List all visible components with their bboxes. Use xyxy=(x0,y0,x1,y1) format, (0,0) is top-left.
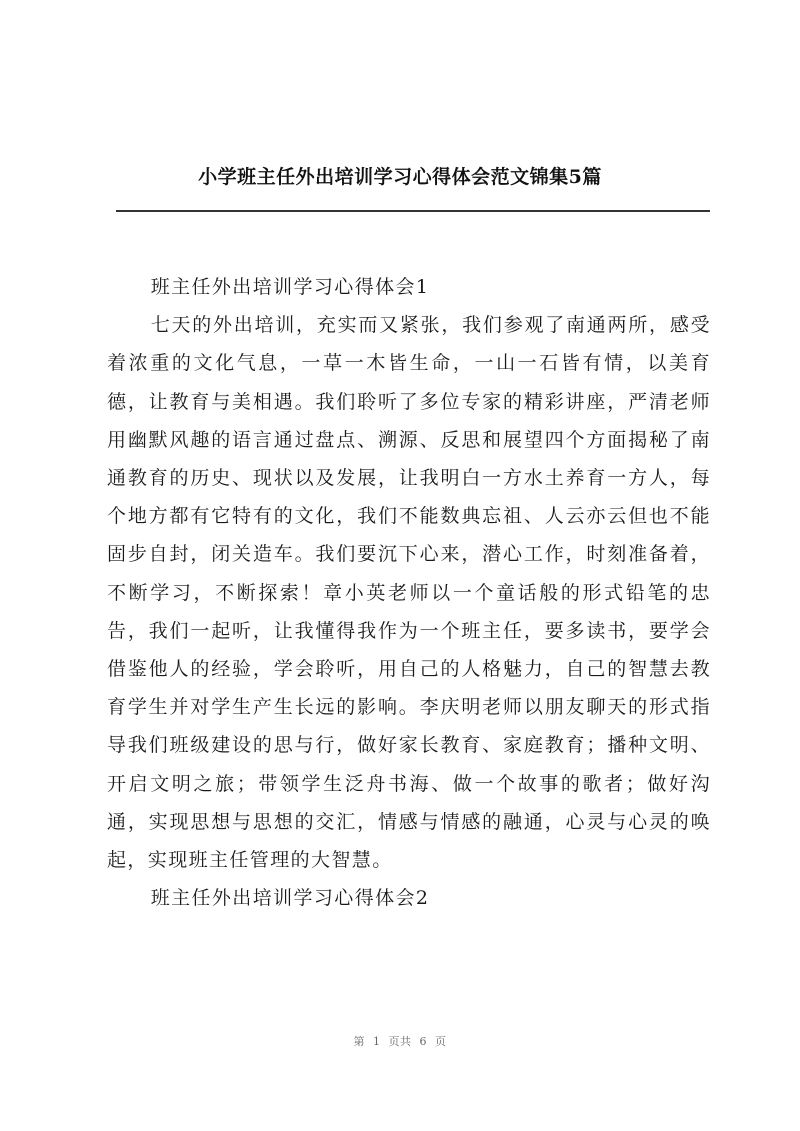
current-page-number: 1 xyxy=(373,1035,381,1048)
section-heading-1: 班主任外出培训学习心得体会1 xyxy=(150,276,430,298)
footer-suffix: 页 xyxy=(435,1035,447,1048)
footer-middle: 页共 xyxy=(388,1035,412,1048)
total-pages-number: 6 xyxy=(419,1035,427,1048)
document-body xyxy=(107,268,711,917)
page-footer xyxy=(0,1033,800,1049)
footer-prefix: 第 xyxy=(353,1035,365,1048)
document-title: 小学班主任外出培训学习心得体会范文锦集5篇 xyxy=(198,166,602,188)
body-paragraph-1: 七天的外出培训，充实而又紧张，我们参观了南通两所，感受着浓重的文化气息，一草一木皆生命，一山一石皆有情，以美育德，让教育与美相遇。我们聆听了多位专家的精彩讲座，严清老师用幽默风趣的语言通过盘点、溯源、反思和展望四个方面揭秘了南通教育的历史、现状以及发展，让我明白一方水土养育一方人，每个地方都有它特有的文化，我们不能数典忘祖、人云亦云但也不能固步自封，闭关造车。我们要沉下心来，潜心工作，时刻准备着，不断学习，不断探索！章小英老师以一个童话般的形式铅笔的忠告，我们一起听，让我懂得我作为一个班主任，要多读书，要学会借鉴他人的经验，学会聆听，用自己的人格魅力，自己的智慧去教育学生并对学生产生长远的影响。李庆明老师以朋友聊天的形式指导我们班级建设的思与行，做好家长教育、家庭教育；播种文明、开启文明之旅；带领学生泛舟书海、做一个故事的歌者；做好沟通，实现思想与思想的交汇，情感与情感的融通，心灵与心灵的唤起，实现班主任管理的大智慧。 xyxy=(107,314,711,872)
title-divider xyxy=(116,210,710,212)
section-heading-2: 班主任外出培训学习心得体会2 xyxy=(150,887,430,910)
